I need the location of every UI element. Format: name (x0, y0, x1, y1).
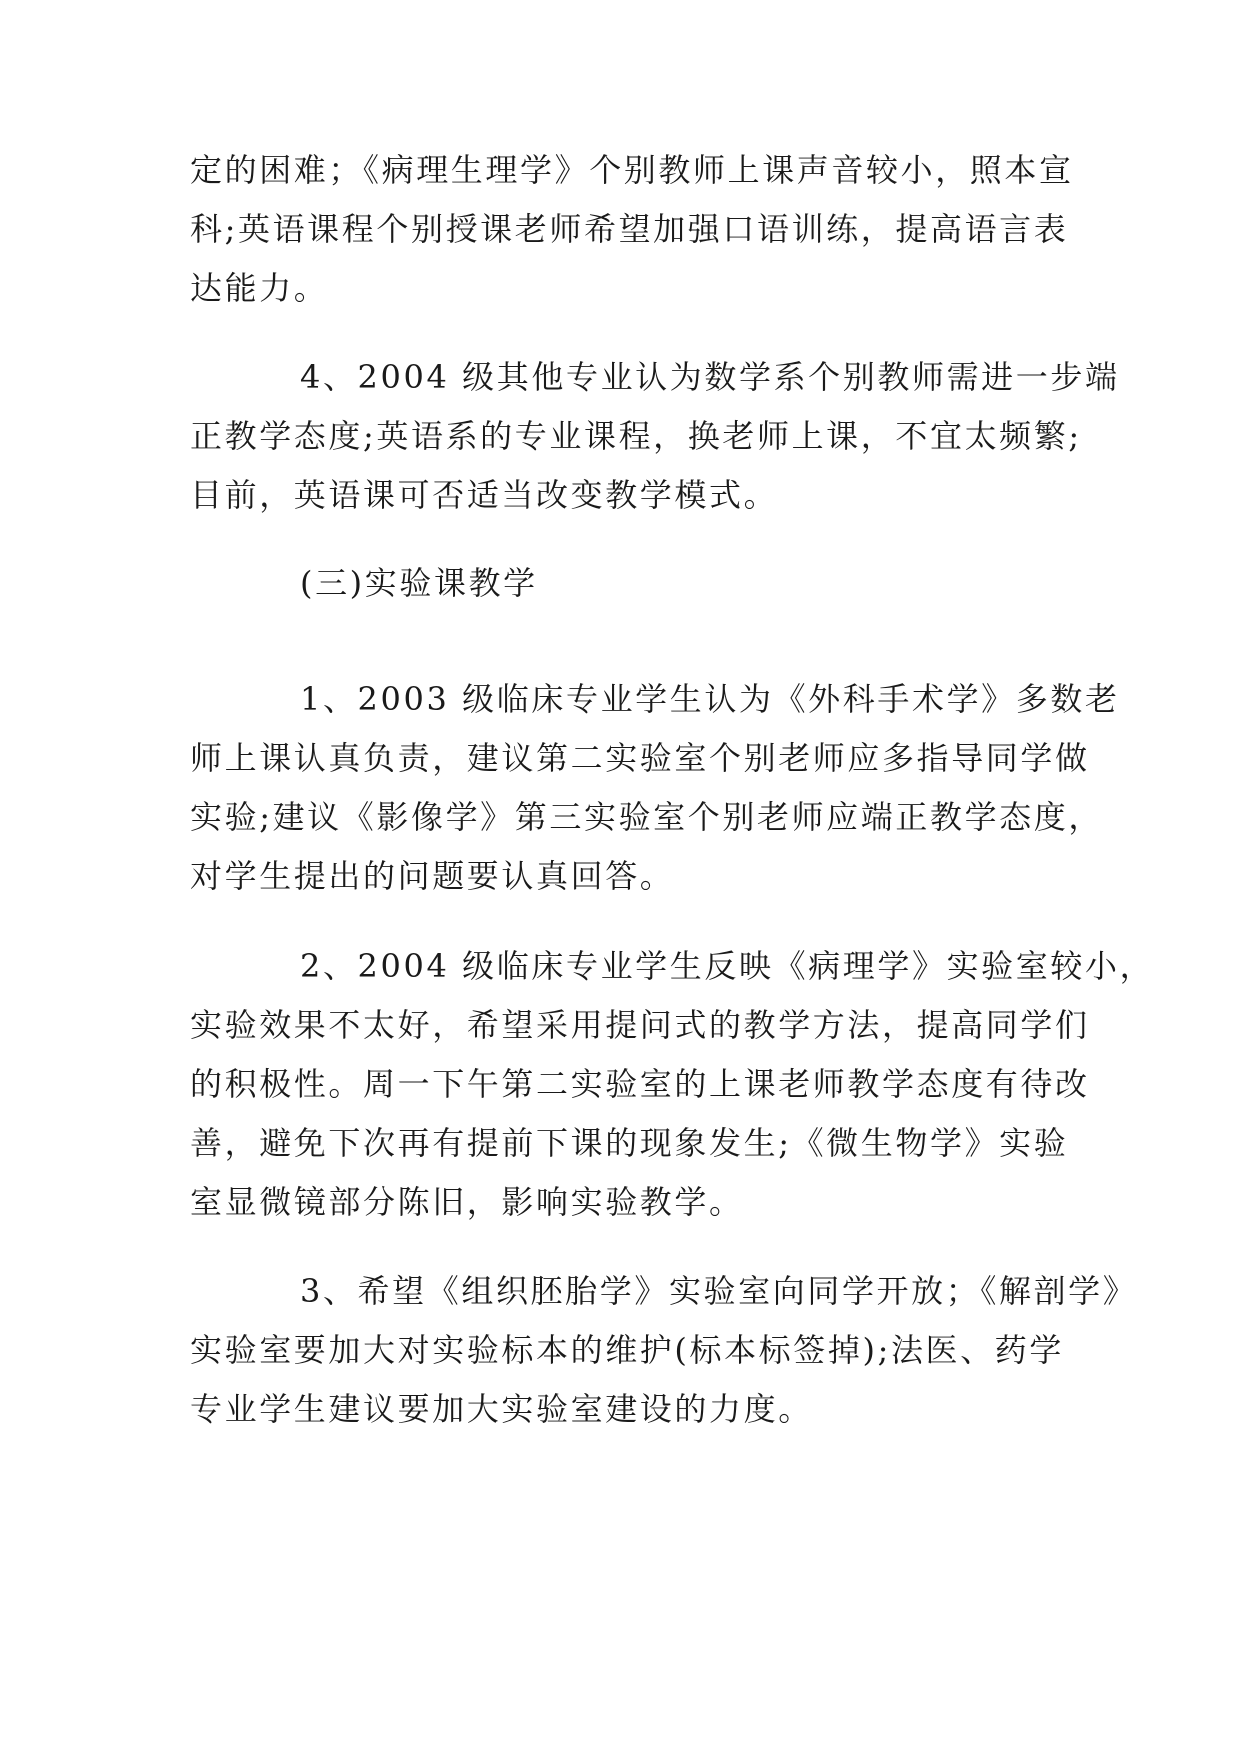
text-line: 实验室要加大对实验标本的维护(标本标签掉);法医、药学 (190, 1331, 1064, 1369)
text-line: 师上课认真负责，建议第二实验室个别老师应多指导同学做 (190, 739, 1090, 777)
paragraph-continued (190, 141, 1074, 318)
text-line: 实验效果不太好，希望采用提问式的教学方法，提高同学们 (190, 1006, 1090, 1044)
text-line: 室显微镜部分陈旧，影响实验教学。 (190, 1183, 744, 1221)
text-line: 的积极性。周一下午第二实验室的上课老师教学态度有待改 (190, 1065, 1090, 1103)
text-line: 实验;建议《影像学》第三实验室个别老师应端正教学态度， (190, 798, 1103, 836)
text-line: 善，避免下次再有提前下课的现象发生;《微生物学》实验 (190, 1124, 1069, 1162)
text-line: 3、希望《组织胚胎学》实验室向同学开放；《解剖学》 (300, 1272, 1138, 1310)
text-line: 4、2004 级其他专业认为数学系个别教师需进一步端 (300, 358, 1120, 396)
section-heading (190, 554, 1050, 613)
heading-text: (三)实验课教学 (300, 564, 538, 602)
text-line: 定的困难；《病理生理学》个别教师上课声音较小，照本宣 (190, 151, 1074, 189)
text-line: 对学生提出的问题要认真回答。 (190, 857, 675, 895)
text-line: 科;英语课程个别授课老师希望加强口语训练，提高语言表 (190, 210, 1069, 248)
paragraph-lab-2 (190, 937, 1155, 1232)
text-line: 2、2004 级临床专业学生反映《病理学》实验室较小， (300, 947, 1155, 985)
paragraph-item-4 (190, 348, 1120, 525)
text-line: 1、2003 级临床专业学生认为《外科手术学》多数老 (300, 680, 1120, 718)
text-line: 达能力。 (190, 269, 329, 307)
paragraph-lab-1 (190, 670, 1120, 906)
text-line: 目前，英语课可否适当改变教学模式。 (190, 476, 779, 514)
text-line: 专业学生建议要加大实验室建设的力度。 (190, 1390, 813, 1428)
text-line: 正教学态度;英语系的专业课程，换老师上课，不宜太频繁; (190, 417, 1082, 455)
paragraph-lab-3 (190, 1262, 1138, 1439)
